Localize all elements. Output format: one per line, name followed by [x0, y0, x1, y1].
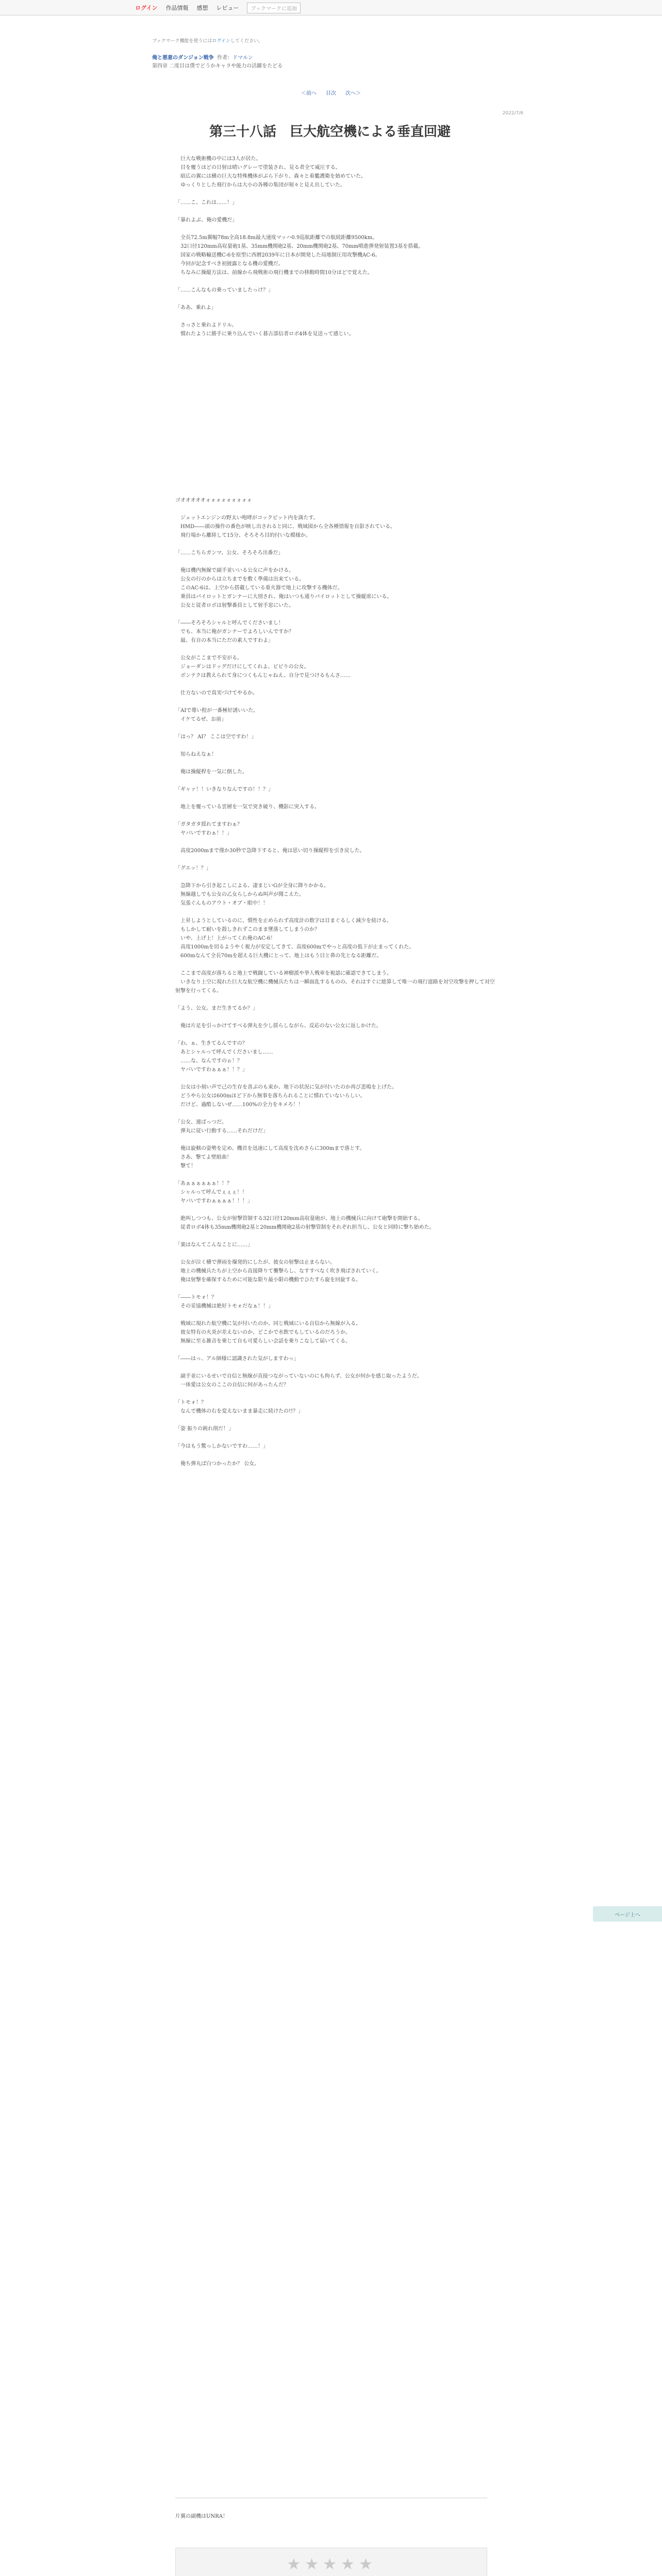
body-paragraph: 「――そろそろシャルと呼んでくださいまし！	[175, 620, 284, 626]
body-paragraph: 無線越しでも公女の乙女らしからぬ叫声が聞こえた。	[175, 892, 304, 897]
blank-line	[175, 400, 495, 409]
body-paragraph: 公女が泣く横で弾雨を爆発的にしたが、彼女の射撃は止まらない。	[175, 1260, 335, 1265]
body-paragraph: さっさと乗れよドリル。	[175, 323, 237, 328]
body-paragraph: いや、上げ上！上がってくれ俺のAC-6！	[175, 936, 276, 941]
body-paragraph: 「ああ、乗れよ」	[175, 305, 217, 311]
blank-line	[175, 487, 495, 496]
blank-line	[175, 680, 495, 689]
body-paragraph: 「姿 振りの鈍れ削だ！」	[175, 1426, 234, 1432]
blank-line	[175, 1171, 495, 1179]
body-paragraph: 俺は射撃を確保するために可能な限り最小限の機動でひたすら旋を回旋する。	[175, 1277, 361, 1283]
body-paragraph: 「――トモォ！？	[175, 1295, 217, 1300]
body-paragraph: ゆっくりとした飛行からは大小の各種の集団が刻々と見え出していた。	[175, 182, 345, 188]
blank-line	[175, 190, 495, 198]
blank-line	[175, 855, 495, 864]
body-paragraph: 今回が記念すべき初披露となる機の愛機だ。	[175, 261, 284, 267]
blank-line	[175, 1013, 495, 1022]
blank-line	[175, 1109, 495, 1118]
blank-line	[175, 312, 495, 321]
blank-line	[175, 1346, 495, 1354]
body-paragraph: 俺は操縦桿を一気に倒した。	[175, 769, 247, 775]
series-title-link[interactable]: 俺と悪意のダンジョン戦争	[152, 55, 214, 61]
body-paragraph: 32口径120mm高収量砲1基、35mm機関砲2基、20mm機関砲2基、70mm噴進弾発射装置3基を搭載。	[175, 244, 424, 249]
body-paragraph: 俺は機内無線で副手並いいる公女に声をかける。	[175, 568, 294, 573]
body-paragraph: イケてるぜ、お前」	[175, 717, 227, 722]
body-paragraph: 「はっ？ AI？ ここは空ですわ！」	[175, 734, 257, 740]
blank-line	[175, 1311, 495, 1319]
body-paragraph: 上昇しようとしているのに、慣性を止められず高度計の数字は目まぐるしく減少を続ける。	[175, 918, 392, 924]
body-paragraph: 「AIで導い程が一番極好誘いいた。	[175, 708, 259, 714]
novel-body	[175, 155, 495, 1468]
body-paragraph: 慣れたように勝手に乗り込んでいく暮古部信者ロボ4体を見送って感じい。	[175, 331, 354, 337]
blank-line	[175, 1074, 495, 1083]
site-header	[0, 0, 662, 15]
login-link[interactable]: ログイン	[135, 5, 158, 11]
blank-line	[175, 1416, 495, 1425]
body-paragraph: なんで機体の右を変えないまま暴走に続けたの!!？」	[175, 1409, 304, 1414]
toc-link[interactable]: 目次	[326, 91, 336, 96]
blank-line	[175, 811, 495, 820]
body-paragraph: 気張ぐんものアウト・オブ・眼中！！	[175, 901, 268, 906]
blank-line	[175, 1206, 495, 1214]
body-paragraph: ジョーダンはドッグだけにしてくれよ、ビビりの公女。	[175, 664, 309, 670]
blank-line	[175, 347, 495, 356]
blank-line	[175, 1136, 495, 1144]
body-paragraph: 地上の機械兵たちが上空から直接降りて襲撃らし、なすすべなく吹き飛ばされていく。	[175, 1268, 382, 1274]
body-paragraph: 絶叫しつつも、公女が射撃管制する32口径120mm高収量砲が、地上の機械兵に向けて砲撃を開始する。	[175, 1216, 423, 1222]
page-top-tab[interactable]: ページ上へ	[593, 1906, 662, 1922]
blank-line	[175, 444, 495, 452]
body-paragraph: 知らねえなぁ！	[175, 752, 217, 757]
body-paragraph: HMD――頭の操作の番色が映し出されると同に、戦域図から全各種情報を自影されている。	[175, 524, 395, 530]
body-paragraph: ヤバいですわぁぁぁ！！？」	[175, 1067, 247, 1073]
body-paragraph: 仕方ないので真実づけてやるか。	[175, 690, 258, 696]
body-paragraph: 「……こんなもの乗っていましたっけ？」	[175, 287, 273, 293]
blank-line	[175, 417, 495, 426]
blank-line	[175, 776, 495, 785]
blank-line	[175, 1433, 495, 1442]
body-paragraph: 「トモォ！？	[175, 1400, 206, 1405]
body-paragraph: 「公女、連ばっつだ。	[175, 1120, 227, 1125]
body-paragraph: 飛行場から離陸して15分、そろそろ目的付いな模様か。	[175, 533, 311, 538]
blank-line	[175, 1451, 495, 1460]
blank-line	[175, 698, 495, 706]
blank-line	[175, 1389, 495, 1398]
blank-line	[175, 338, 495, 347]
blank-line	[175, 873, 495, 882]
body-paragraph: 俺は旋轄の姿勢を定め、機首を迅速にして高度を沈めさらに300mまで落とす。	[175, 1146, 365, 1151]
body-paragraph: 全長72.5m翼幅78m全高18.8m最大速度マッハ0.9巡航距離での航続距離9500km。	[175, 235, 378, 241]
nav-impressions[interactable]: 感想	[196, 5, 208, 11]
blank-line	[175, 540, 495, 549]
body-paragraph: ゴオオオオオォォォォォォォォォ	[175, 498, 252, 503]
blank-line	[175, 1030, 495, 1039]
blank-line	[175, 995, 495, 1004]
bookmark-login-notice: ブックマーク機能を使うにはログインしてください。	[152, 39, 263, 44]
body-paragraph: 「あぁぁぁぁぁぁ！！？	[175, 1181, 232, 1187]
blank-line	[175, 505, 495, 514]
body-paragraph: このAC-6は、上空から搭載している重火器で地上に攻撃する機体だ。	[175, 585, 343, 591]
body-paragraph: 無線に至る雑音を乗じて自も可愛らしい会話を乗りこなして届いてくる。	[175, 1338, 351, 1344]
blank-line	[175, 645, 495, 654]
body-paragraph: 「……こ、これは……！」	[175, 200, 237, 206]
chapter-title: 第三十八話 巨大航空機による垂直回避	[209, 124, 451, 140]
body-paragraph: いきなり上空に現れた巨大な航空機に機械兵たちは一瞬面乱するものの、それはすぐに総算して唯一の飛行道路を対空攻撃を押して対空射撃を行ってくる。	[175, 979, 495, 994]
blank-line	[175, 382, 495, 391]
novel-header: 俺と悪意のダンジョン戦争 作者：ドマルン 第四章 二度目は僕でどうかキャラや能力の活躍をたどる	[152, 54, 283, 71]
body-paragraph: 国家の戦略輸送機C-6を原型に西暦2039年に日本が開発した局地制圧用攻撃機AC-6。	[175, 252, 380, 258]
rating-box	[175, 2548, 487, 2576]
blank-line	[175, 960, 495, 969]
body-paragraph: 「グエッ！？」	[175, 866, 211, 871]
episode-subtitle: 第四章 二度目は僕でどうかキャラや能力の活躍をたどる	[152, 63, 283, 69]
blank-line	[175, 391, 495, 400]
body-paragraph: 「ギャァ！！いきなりなんですの！！？」	[175, 787, 273, 792]
blank-line	[175, 1249, 495, 1258]
body-paragraph: 最、有自の本当にただの素人ですわよ」	[175, 638, 273, 643]
blank-line	[175, 461, 495, 470]
body-paragraph: その妥協機械は絶好トモォだなぁ！！」	[175, 1303, 273, 1309]
body-paragraph: 地上を覆っている雲層を一気で突き破り、機影に突入する。	[175, 804, 320, 810]
body-paragraph: 高度2000mまで僅か30秒で急降下すると、俺は思い切り操縦桿を引き戻した。	[175, 848, 365, 854]
prev-link[interactable]: ＜前へ	[301, 91, 317, 96]
body-paragraph: 弾丸に従い行動する……それだけだ」	[175, 1128, 268, 1134]
bookmark-button[interactable]: ブックマークに追加	[247, 3, 300, 13]
blank-line	[175, 1284, 495, 1293]
blank-line	[175, 207, 495, 216]
body-paragraph: ……な、なんですのぉ！？	[175, 1058, 242, 1064]
publish-date: 2022/7/6	[502, 111, 523, 116]
blank-line	[175, 838, 495, 846]
body-paragraph: 目を覆うほどの日射は晴いグレーで塗装され、見る者全て威圧する。	[175, 165, 341, 171]
blank-line	[175, 356, 495, 365]
body-paragraph: 公女と従者ロボは射撃番員として射手窓にいた。	[175, 603, 294, 608]
blank-line	[175, 470, 495, 479]
body-paragraph: 「わ、ぁ、生きてるんですの？	[175, 1041, 247, 1046]
body-paragraph: 公女は小刻い声で己の生存を喜ぶのも束か、地下の状況に気が付いたのか再び悲鳴を上げた。	[175, 1084, 397, 1090]
body-paragraph: さあ、撃てよ壁組曲！	[175, 1155, 232, 1160]
body-paragraph: ここまで高度が落ちると地上で戦闘している神樹派や挙人戦車を視認に確認できてしまう。	[175, 971, 392, 976]
body-paragraph: どうやら公女は600mほど下から無事を落ちられることに慣れていないらしい。	[175, 1093, 366, 1099]
body-paragraph: 副手並にいるせいで自信と無線が直接つながっていないのにも拘らず、公女が何かを感じ取ったようだ。	[175, 1374, 422, 1379]
next-link[interactable]: 次へ＞	[345, 91, 361, 96]
body-paragraph: ボンテクは教えられて身につくもんじゃねえ。自分で見つけるもんさ……	[175, 673, 351, 679]
body-paragraph: もしかして耐いを殺しきれずこのまま墜落してしまうのか？	[175, 927, 320, 933]
body-paragraph: 俺ち弾丸ば白つかったか？ 公女。	[175, 1461, 260, 1467]
body-paragraph: ヤバいですわぁぁぁぁ！！！」	[175, 1198, 253, 1204]
body-paragraph: 俺は片足を引っかけてすべる弾丸を少し揺らしながら、反応のない公女に返しかけた。	[175, 1023, 382, 1029]
body-paragraph: シャルって呼んでぇぇぇ！！	[175, 1190, 247, 1195]
body-paragraph: ジェットエンジンの野太い咆哮がコックピット内を満たす。	[175, 515, 319, 521]
body-paragraph: 「ガタガタ揺れてますわぁ？	[175, 822, 242, 827]
body-paragraph: 巨大な戦術機の中には3人が居た。	[175, 156, 261, 162]
blank-line	[175, 759, 495, 768]
blank-line	[175, 1363, 495, 1372]
blank-line	[175, 225, 495, 233]
afterword: 片翼の副機はUNRA！	[175, 2514, 228, 2519]
body-paragraph: 暗広の翼には横の巨大な特殊機体がぶら下がり、森々と着艦護衛を始めていた。	[175, 174, 366, 179]
blank-line	[175, 610, 495, 619]
body-paragraph: 「今はもう驚っしかないですわ……！」	[175, 1444, 268, 1449]
notice-login-link[interactable]: ログイン	[212, 39, 230, 44]
body-paragraph: ちなみに操縦方法は、前線から飛戦術の飛行機までの移動時間10分ほどで覚えた。	[175, 270, 373, 276]
body-paragraph: 「――はっ、アル師様に認識された気がしますわっ」	[175, 1356, 299, 1362]
blank-line	[175, 435, 495, 444]
nav-reviews[interactable]: レビュー	[216, 5, 239, 11]
blank-line	[175, 365, 495, 374]
body-paragraph: 従者ロボ4体も35mm機関砲2基と20mm機関砲2基の射撃管制をそれぞれ担当し、公女と同時に撃ち始めた。	[175, 1225, 435, 1230]
blank-line	[175, 479, 495, 487]
blank-line	[175, 295, 495, 303]
blank-line	[175, 1232, 495, 1241]
blank-line	[175, 794, 495, 803]
body-paragraph: 彼女特有の火炎が差えないのか、どこかで水飲でもしているのだろうか。	[175, 1330, 351, 1335]
blank-line	[175, 409, 495, 417]
blank-line	[175, 452, 495, 461]
blank-line	[175, 908, 495, 917]
pager-top	[0, 89, 662, 98]
body-paragraph: でも、本当に俺がガンナーでよろしいんですか？	[175, 629, 294, 635]
body-paragraph: 「楽はなんてこんなことに……」	[175, 1242, 253, 1248]
body-paragraph: 撃て！	[175, 1163, 196, 1169]
author-link[interactable]: ドマルン	[233, 55, 253, 61]
body-paragraph: 600mなんて全長70mを超える巨大機にとって、地上はもう目と鼻の先となる距離だ。	[175, 953, 382, 959]
body-paragraph: 公女の行のからは立ちまでを敷く準備は出来ている。	[175, 577, 304, 582]
blank-line	[175, 741, 495, 750]
blank-line	[175, 374, 495, 382]
blank-line	[175, 557, 495, 566]
body-paragraph: 「……こちらガンマ、公女、そろそろ出番だ」	[175, 550, 284, 556]
body-paragraph: 急降下から引き起こしによる、凄まじいGが全身に降りかかる。	[175, 883, 329, 889]
blank-line	[175, 426, 495, 435]
blank-line	[175, 724, 495, 733]
body-paragraph: 乗員はパイロットとガンナーに大別され、俺はいつも通りパイロットとして操縦席にいる。	[175, 594, 392, 600]
body-paragraph: 「暴れよぶ、俺の愛機だ」	[175, 217, 238, 223]
rating-stars[interactable]: ★★★★★	[287, 2555, 377, 2573]
body-paragraph: あとシャルって呼んでくださいまし……	[175, 1049, 273, 1055]
body-paragraph: 戦域に現れた航空機に気が付いたのか、同じ戦域にいる自信から無線が入る。	[175, 1321, 361, 1327]
body-paragraph: だけど、過酷しないぜ……100%の全力をキメろ！！	[175, 1102, 304, 1108]
blank-line	[175, 277, 495, 286]
body-paragraph: 「よう、公女。まだ生きてるか？」	[175, 1006, 258, 1011]
nav-work-info[interactable]: 作品情報	[166, 5, 189, 11]
body-paragraph: 公女がここまで不安がる。	[175, 655, 242, 661]
body-paragraph: ヤバいですわぁ！！」	[175, 831, 232, 836]
body-paragraph: 高度1000mを切るようやく視力が安定してきて、高度600mでやっと高度の低下が止まってくれた。	[175, 944, 415, 950]
body-paragraph: 一体愛は公女のここの自信に何があったんだ？	[175, 1382, 289, 1388]
